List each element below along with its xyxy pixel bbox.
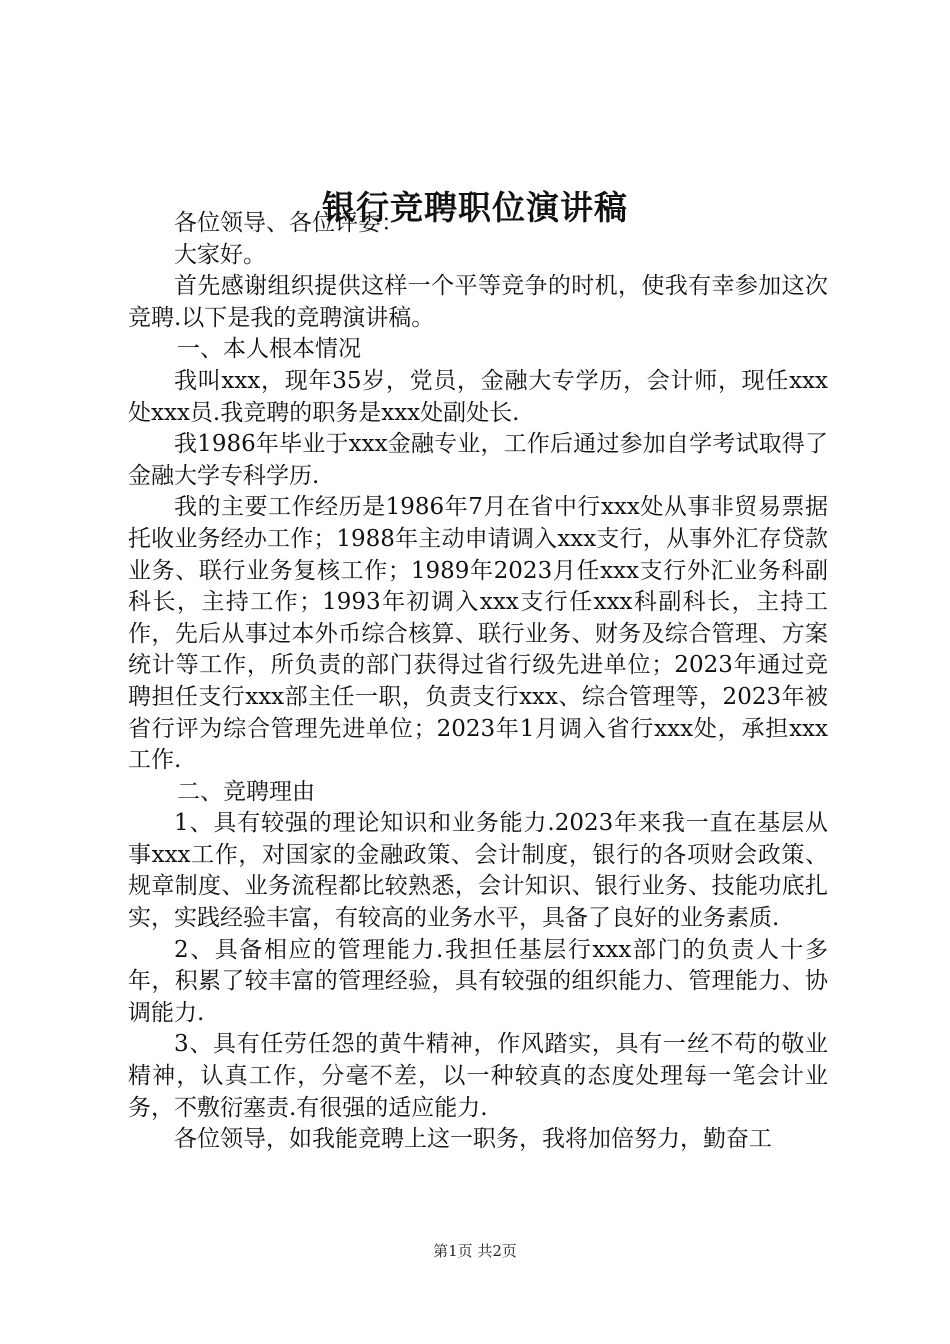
paragraph-closing: 各位领导，如我能竞聘上这一职务，我将加倍努力，勤奋工 <box>174 1126 772 1153</box>
paragraph-reason-1: 1、具有较强的理论知识和业务能力.2023年来我一直在基层从事xxx工作，对国家的金融政策、会计制度，银行的各项财会政策、规章制度、业务流程都比较熟悉，会计知识、银行业务、技能功底扎实，实践经验丰富，有较高的业务水平，具备了良好的业务素质. <box>128 810 828 932</box>
section-heading-basic-info: 一、本人根本情况 <box>177 336 361 363</box>
document-body <box>128 208 828 1156</box>
paragraph-intro: 首先感谢组织提供这样一个平等竞争的时机，使我有幸参加这次竞聘.以下是我的竞聘演讲稿。 <box>128 273 828 331</box>
section-heading-reasons: 二、竞聘理由 <box>177 778 315 805</box>
paragraph-reason-2: 2、具备相应的管理能力.我担任基层行xxx部门的负责人十多年，积累了较丰富的管理经验，具有较强的组织能力、管理能力、协调能力. <box>128 936 828 1026</box>
paragraph-education: 我1986年毕业于xxx金融专业，工作后通过参加自学考试取得了金融大学专科学历. <box>128 431 828 489</box>
paragraph-greeting: 各位领导、各位评委： <box>174 210 404 236</box>
document-title: 银行竞聘职位演讲稿 <box>322 188 628 227</box>
paragraph-hello: 大家好。 <box>174 241 266 268</box>
paragraph-personal-info: 我叫xxx，现年35岁，党员，金融大专学历，会计师，现任xxx处xxx员.我竞聘的职务是xxx处副处长. <box>128 367 828 426</box>
paragraph-work-experience: 我的主要工作经历是1986年7月在省中行xxx处从事非贸易票据托收业务经办工作；1988年主动申请调入xxx支行，从事外汇存贷款业务、联行业务复核工作；1989年2023月任xxx支行外汇业务科副科长，主持工作；1993年初调入xxx支行任xxx科副科长，主持工作，先后从事过本外币综合核算、联行业务、财务及综合管理、方案统计等工作，所负责的部门获得过省行级先进单位；2023年通过竞聘担任支行xxx部主任一职，负责支行xxx、综合管理等，2023年被省行评为综合管理先进单位；2023年1月调入省行xxx处，承担xxx工作. <box>128 494 828 774</box>
paragraph-reason-3: 3、具有任劳任怨的黄牛精神，作风踏实，具有一丝不苟的敬业精神，认真工作，分毫不差，以一种较真的态度处理每一笔会计业务，不敷衍塞责.有很强的适应能力. <box>128 1031 828 1121</box>
page-number-footer: 第1页 共2页 <box>433 1242 517 1260</box>
